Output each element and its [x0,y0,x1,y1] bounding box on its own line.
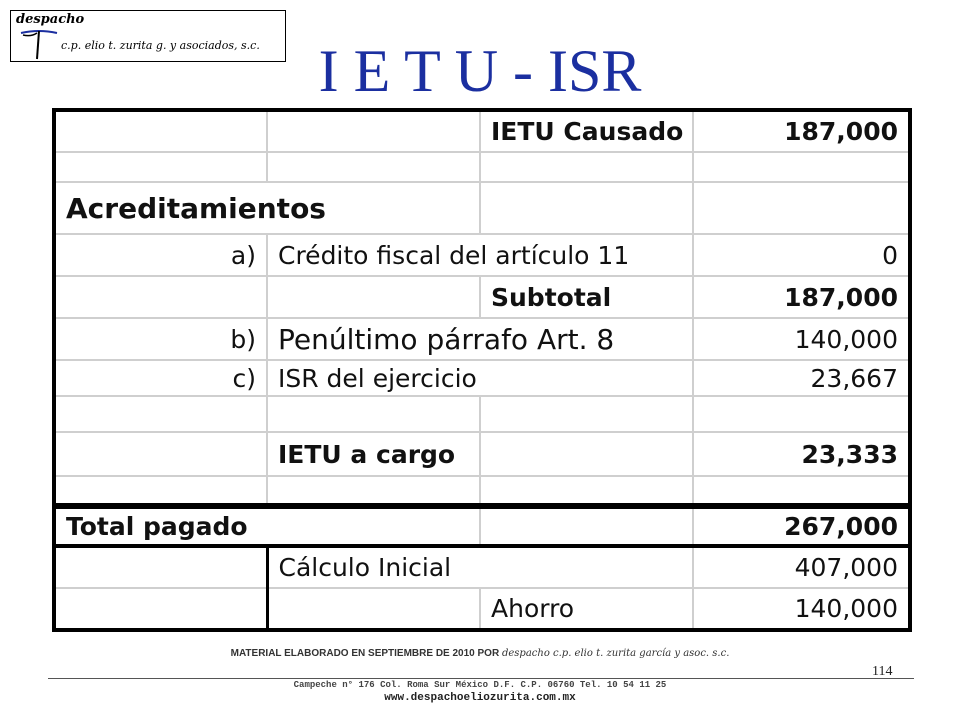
ietu-cargo-value: 23,333 [693,432,910,476]
subtotal-value: 187,000 [693,276,910,318]
item-b-letter: b) [54,318,267,360]
table-row [54,360,910,396]
item-a-letter: a) [54,234,267,276]
ahorro-value: 140,000 [693,588,910,630]
table-row [54,276,910,318]
item-c-value: 23,667 [693,360,910,396]
table-row [54,396,910,432]
logo-firm-name: c.p. elio t. zurita g. y asociados, s.c. [61,39,260,52]
footer-material-text: MATERIAL ELABORADO EN SEPTIEMBRE DE 2010 POR [230,648,500,659]
ietu-causado-value: 187,000 [693,110,910,152]
footer-author: despacho c.p. elio t. zurita garcía y asoc. s.c. [501,648,730,659]
ietu-causado-label: IETU Causado [480,110,693,152]
table-row [54,152,910,182]
page-title: I E T U - ISR [318,38,642,104]
item-b-value: 140,000 [693,318,910,360]
table-row [54,234,910,276]
table-row [54,506,910,546]
page-number: 114 [872,664,893,679]
table-row [54,110,910,152]
table-row [54,546,910,588]
item-a-value: 0 [693,234,910,276]
table-row [54,588,910,630]
ahorro-label: Ahorro [480,588,693,630]
item-c-letter: c) [54,360,267,396]
footer-address: Campeche n° 176 Col. Roma Sur México D.F. C.P. 06760 Tel. 10 54 11 25 [293,680,667,690]
calculo-inicial-value: 407,000 [693,546,910,588]
ietu-cargo-label: IETU a cargo [267,432,480,476]
footer-material-credit [0,648,960,659]
footer-divider [48,678,914,679]
table-row [54,182,910,234]
item-b-label: Penúltimo párrafo Art. 8 [267,318,693,360]
logo-brand: despacho [16,12,85,27]
item-a-label: Crédito fiscal del artículo 11 [267,234,693,276]
table-row [54,476,910,506]
total-value: 267,000 [693,506,910,546]
subtotal-label: Subtotal [480,276,693,318]
acreditamientos-heading: Acreditamientos [54,182,480,234]
item-c-label: ISR del ejercicio [267,360,693,396]
table-row [54,318,910,360]
ietu-isr-table [52,108,912,632]
calculo-inicial-label: Cálculo Inicial [267,546,693,588]
table-row [54,432,910,476]
total-label: Total pagado [54,506,480,546]
footer-website[interactable]: www.despachoeliozurita.com.mx [384,692,576,704]
